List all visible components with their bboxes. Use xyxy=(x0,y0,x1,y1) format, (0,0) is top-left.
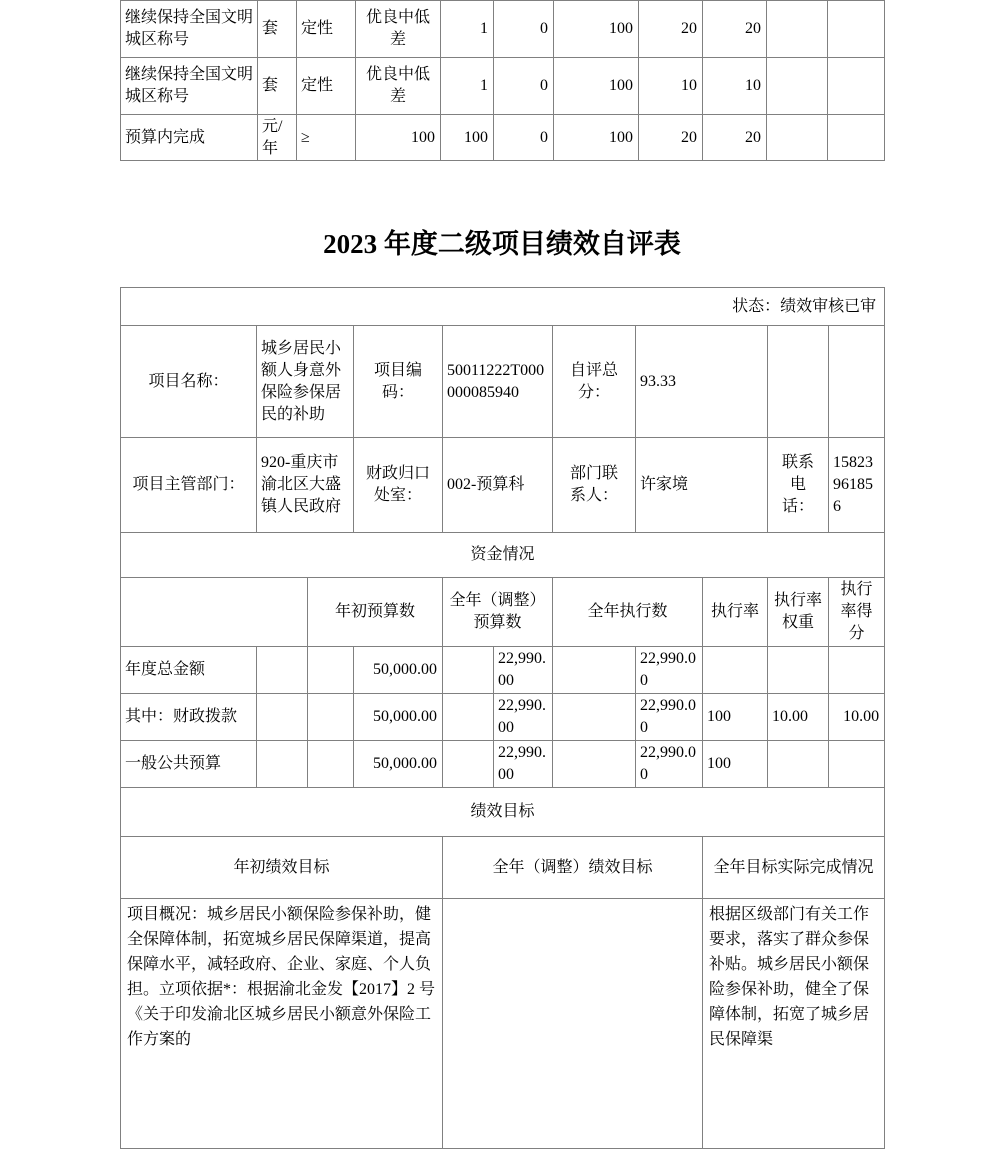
empty-cell xyxy=(768,326,829,438)
header-rate-weight: 执行率权重 xyxy=(768,578,829,647)
rate-weight-value xyxy=(768,647,829,694)
goals-content-row xyxy=(121,899,885,1149)
indicator-standard: 100 xyxy=(356,115,441,161)
empty-cell xyxy=(828,115,885,161)
adjusted-goals-text xyxy=(443,899,703,1149)
header-rate-score: 执行率得分 xyxy=(829,578,885,647)
phone-value: 15823961856 xyxy=(829,438,885,533)
header-executed-amount: 全年执行数 xyxy=(553,578,703,647)
indicator-name: 预算内完成 xyxy=(121,115,258,161)
contact-person-value: 许家境 xyxy=(636,438,768,533)
empty-cell xyxy=(257,694,308,741)
header-initial-budget: 年初预算数 xyxy=(308,578,443,647)
empty-cell xyxy=(308,647,354,694)
initial-budget-value: 50,000.00 xyxy=(354,647,443,694)
executed-amount-value: 22,990.00 xyxy=(636,647,703,694)
indicator-weight: 10 xyxy=(639,58,703,115)
adjusted-budget-value: 22,990.00 xyxy=(494,647,553,694)
initial-goals-text: 项目概况：城乡居民小额保险参保补助，健全保障体制，拓宽城乡居民保障渠道，提高保障水平，减轻政府、企业、家庭、个人负担。立项依据*：根据渝北金发【2017】2 号《关于印发渝北区城乡居民小额意外保险工作方案的 xyxy=(121,899,443,1149)
status-row xyxy=(121,288,885,326)
indicator-name: 继续保持全国文明城区称号 xyxy=(121,1,258,58)
indicator-nature: 定性 xyxy=(297,58,356,115)
page-title: 2023 年度二级项目绩效自评表 xyxy=(323,229,681,259)
empty-cell xyxy=(308,741,354,788)
project-code-value: 50011222T000000085940 xyxy=(443,326,553,438)
rate-score-value xyxy=(829,741,885,788)
indicator-weight: 20 xyxy=(639,115,703,161)
indicator-unit: 套 xyxy=(258,1,297,58)
executed-amount-value: 22,990.00 xyxy=(636,741,703,788)
indicator-unit: 元/年 xyxy=(258,115,297,161)
department-label: 项目主管部门： xyxy=(121,438,257,533)
empty-cell xyxy=(767,115,828,161)
project-name-value: 城乡居民小额人身意外保险参保居民的补助 xyxy=(257,326,354,438)
finance-office-value: 002-预算科 xyxy=(443,438,553,533)
indicator-nature: 定性 xyxy=(297,1,356,58)
table-row xyxy=(121,58,885,115)
empty-cell xyxy=(828,58,885,115)
empty-cell xyxy=(767,1,828,58)
contact-person-label: 部门联系人： xyxy=(553,438,636,533)
header-adjusted-goals: 全年（调整）绩效目标 xyxy=(443,837,703,899)
empty-cell xyxy=(828,1,885,58)
indicator-weight: 20 xyxy=(639,1,703,58)
execution-rate-value: 100 xyxy=(703,694,768,741)
indicator-value: 100 xyxy=(554,58,639,115)
indicator-name: 继续保持全国文明城区称号 xyxy=(121,58,258,115)
empty-cell xyxy=(443,694,494,741)
table-row xyxy=(121,1,885,58)
indicator-value: 100 xyxy=(441,115,494,161)
empty-cell xyxy=(257,741,308,788)
finance-office-label: 财政归口处室： xyxy=(354,438,443,533)
self-score-value: 93.33 xyxy=(636,326,768,438)
indicator-value: 0 xyxy=(494,58,554,115)
empty-cell xyxy=(308,694,354,741)
rate-score-value: 10.00 xyxy=(829,694,885,741)
indicator-value: 100 xyxy=(554,115,639,161)
funding-header-row xyxy=(121,578,885,647)
status-badge: 状态：绩效审核已审 xyxy=(121,288,885,326)
funding-section-row xyxy=(121,533,885,578)
self-evaluation-form-table xyxy=(120,287,885,1149)
empty-cell xyxy=(443,741,494,788)
phone-label: 联系电话： xyxy=(768,438,829,533)
header-execution-rate: 执行率 xyxy=(703,578,768,647)
goals-section-row xyxy=(121,788,885,837)
empty-cell xyxy=(121,578,308,647)
empty-cell xyxy=(443,647,494,694)
funding-row-public-budget xyxy=(121,741,885,788)
header-adjusted-budget: 全年（调整）预算数 xyxy=(443,578,553,647)
funding-row-label: 年度总金额 xyxy=(121,647,257,694)
indicator-value: 1 xyxy=(441,1,494,58)
indicator-standard: 优良中低差 xyxy=(356,1,441,58)
indicator-value: 0 xyxy=(494,115,554,161)
indicator-standard: 优良中低差 xyxy=(356,58,441,115)
initial-budget-value: 50,000.00 xyxy=(354,741,443,788)
rate-weight-value: 10.00 xyxy=(768,694,829,741)
goal-completion-text: 根据区级部门有关工作要求，落实了群众参保补贴。城乡居民小额保险参保补助，健全了保障体制，拓宽了城乡居民保障渠 xyxy=(703,899,885,1149)
empty-cell xyxy=(553,694,636,741)
header-initial-goals: 年初绩效目标 xyxy=(121,837,443,899)
funding-row-label: 一般公共预算 xyxy=(121,741,257,788)
empty-cell xyxy=(257,647,308,694)
self-score-label: 自评总分： xyxy=(553,326,636,438)
funding-section-title: 资金情况 xyxy=(121,533,885,578)
indicator-score: 20 xyxy=(703,1,767,58)
rate-score-value xyxy=(829,647,885,694)
funding-row-fiscal xyxy=(121,694,885,741)
table-row xyxy=(121,115,885,161)
indicator-value: 1 xyxy=(441,58,494,115)
indicator-table xyxy=(120,0,885,161)
empty-cell xyxy=(767,58,828,115)
empty-cell xyxy=(553,741,636,788)
indicator-value: 100 xyxy=(554,1,639,58)
indicator-value: 0 xyxy=(494,1,554,58)
project-code-label: 项目编码： xyxy=(354,326,443,438)
empty-cell xyxy=(553,647,636,694)
funding-row-label: 其中：财政拨款 xyxy=(121,694,257,741)
department-row xyxy=(121,438,885,533)
indicator-unit: 套 xyxy=(258,58,297,115)
header-goal-completion: 全年目标实际完成情况 xyxy=(703,837,885,899)
goals-header-row xyxy=(121,837,885,899)
execution-rate-value: 100 xyxy=(703,741,768,788)
indicator-score: 20 xyxy=(703,115,767,161)
adjusted-budget-value: 22,990.00 xyxy=(494,741,553,788)
execution-rate-value xyxy=(703,647,768,694)
indicator-score: 10 xyxy=(703,58,767,115)
adjusted-budget-value: 22,990.00 xyxy=(494,694,553,741)
rate-weight-value xyxy=(768,741,829,788)
indicator-nature: ≥ xyxy=(297,115,356,161)
empty-cell xyxy=(829,326,885,438)
department-value: 920-重庆市渝北区大盛镇人民政府 xyxy=(257,438,354,533)
goals-section-title: 绩效目标 xyxy=(121,788,885,837)
project-name-label: 项目名称： xyxy=(121,326,257,438)
funding-row-total xyxy=(121,647,885,694)
executed-amount-value: 22,990.00 xyxy=(636,694,703,741)
initial-budget-value: 50,000.00 xyxy=(354,694,443,741)
project-name-row xyxy=(121,326,885,438)
